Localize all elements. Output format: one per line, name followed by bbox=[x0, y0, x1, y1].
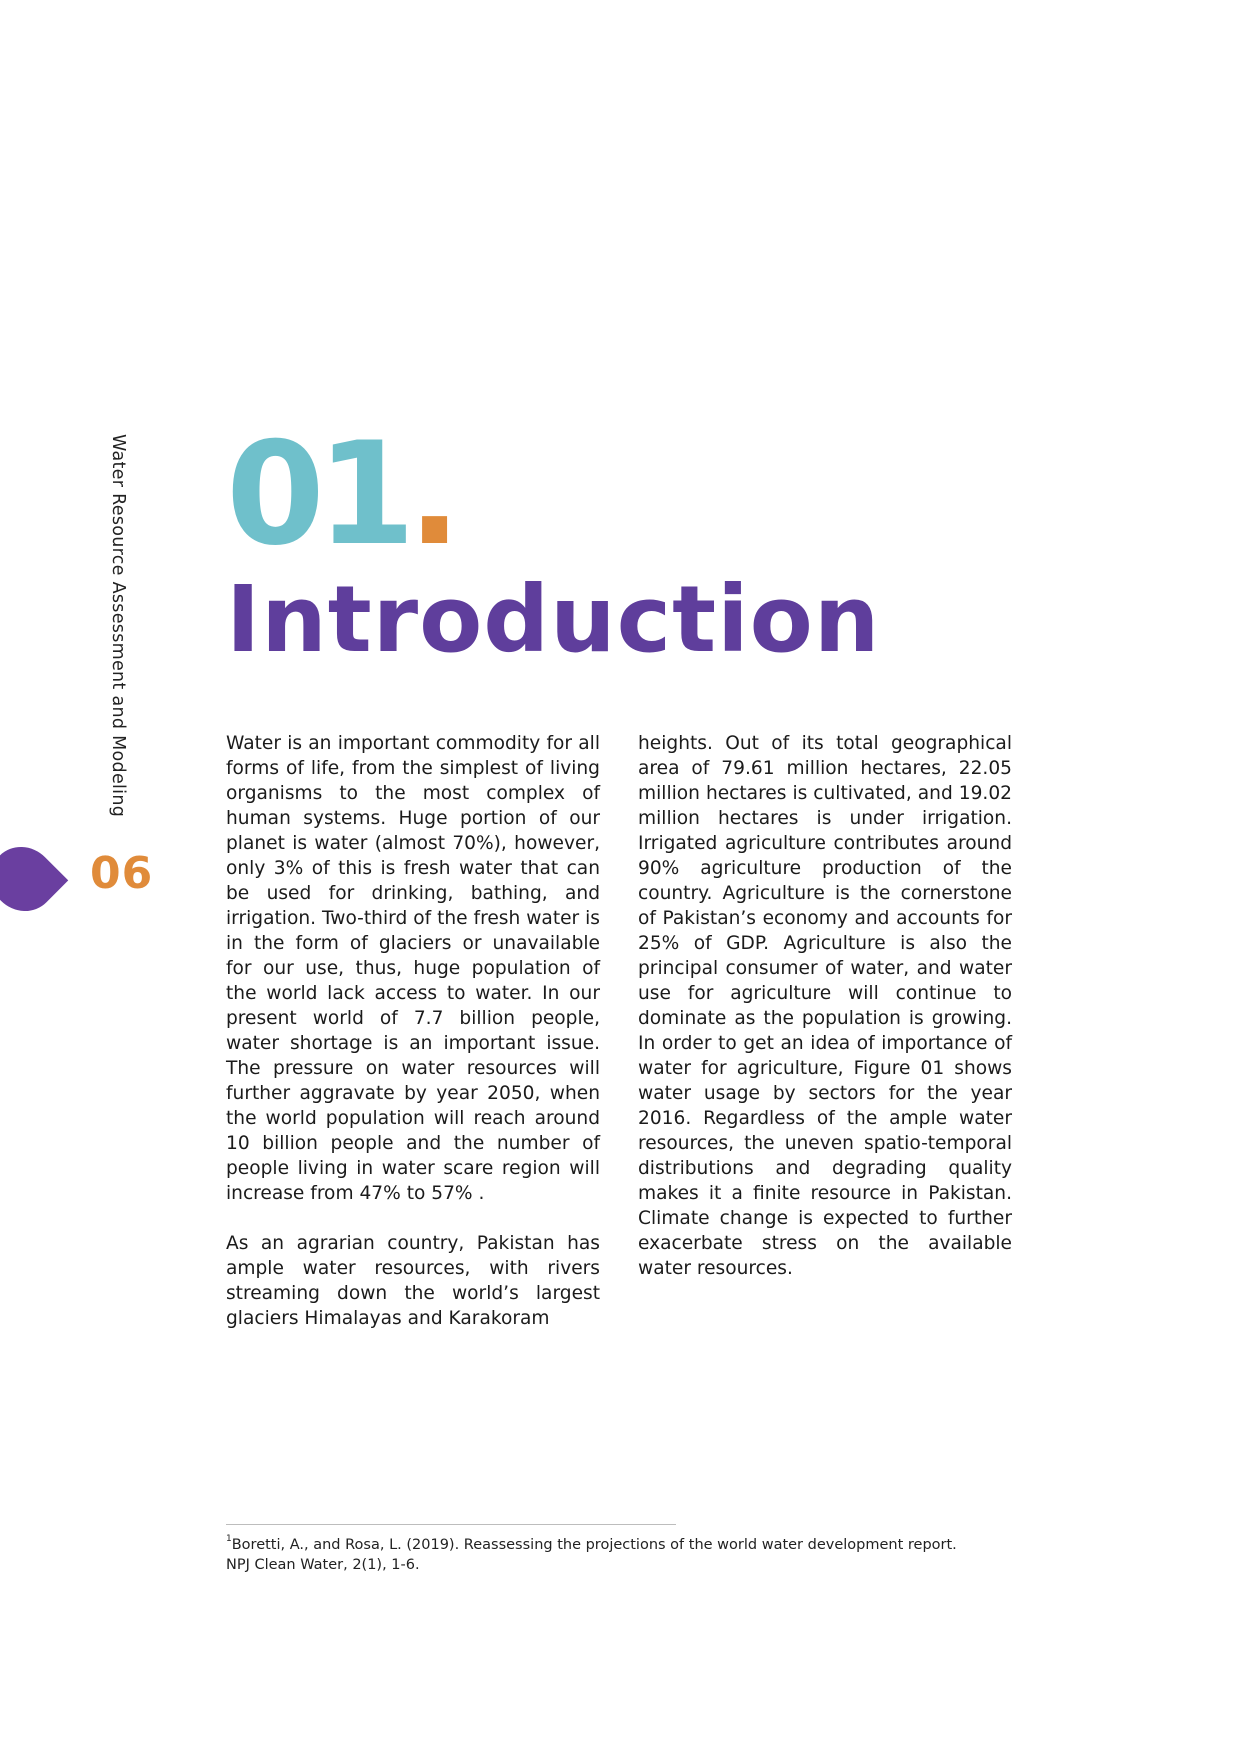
chapter-title: Introduction bbox=[226, 566, 881, 673]
body-paragraph: heights. Out of its total geographical area of 79.61 million hectares, 22.05 million hectares is cultivated, and 19.02 million hectares is under irrigation. Irrigated agriculture contributes around 90% agriculture production of the country. Agriculture is the cornerstone of Pakistan’s economy and accounts for 25% of GDP. Agriculture is also the principal consumer of water, and water use for agriculture will continue to dominate as the population is growing. In order to get an idea of importance of water for agriculture, Figure 01 shows water usage by sectors for the year 2016. Regardless of the ample water resources, the uneven spatio-temporal distributions and degrading quality makes it a finite resource in Pakistan. Climate change is expected to further exacerbate stress on the available water resources. bbox=[638, 733, 1012, 1279]
chapter-number-digits: 01 bbox=[226, 412, 408, 577]
body-paragraph: As an agrarian country, Pakistan has ample water resources, with rivers streaming down the world’s largest glaciers Himalayas and Karakoram bbox=[226, 1233, 600, 1329]
footnote-divider bbox=[226, 1524, 676, 1525]
footnote-text: Boretti, A., and Rosa, L. (2019). Reassessing the projections of the world water development report. bbox=[231, 1537, 957, 1553]
footnote-line: NPJ Clean Water, 2(1), 1-6. bbox=[226, 1557, 420, 1573]
page-tab-drop-icon bbox=[0, 834, 68, 925]
running-title: Water Resource Assessment and Modeling bbox=[108, 434, 128, 818]
body-column-right bbox=[638, 731, 1012, 1281]
footnote-line bbox=[226, 1535, 1026, 1555]
page-number: 06 bbox=[90, 848, 154, 899]
body-column-left bbox=[226, 731, 600, 1331]
chapter-number-dot: . bbox=[407, 412, 462, 577]
footnote-marker: 1 bbox=[226, 1534, 232, 1544]
footnote bbox=[226, 1535, 1026, 1575]
chapter-number bbox=[226, 412, 462, 577]
body-paragraph: Water is an important commodity for all forms of life, from the simplest of living organisms to the most complex of human systems. Huge portion of our planet is water (almost 70%), however, only 3% of this is fresh water that can be used for drinking, bathing, and irrigation. Two-third of the fresh water is in the form of glaciers or unavailable for our use, thus, huge population of the world lack access to water. In our present world of 7.7 billion people, water shortage is an important issue. The pressure on water resources will further aggravate by year 2050, when the world population will reach around 10 billion people and the number of people living in water scare region will increase from 47% to 57% . bbox=[226, 733, 600, 1204]
